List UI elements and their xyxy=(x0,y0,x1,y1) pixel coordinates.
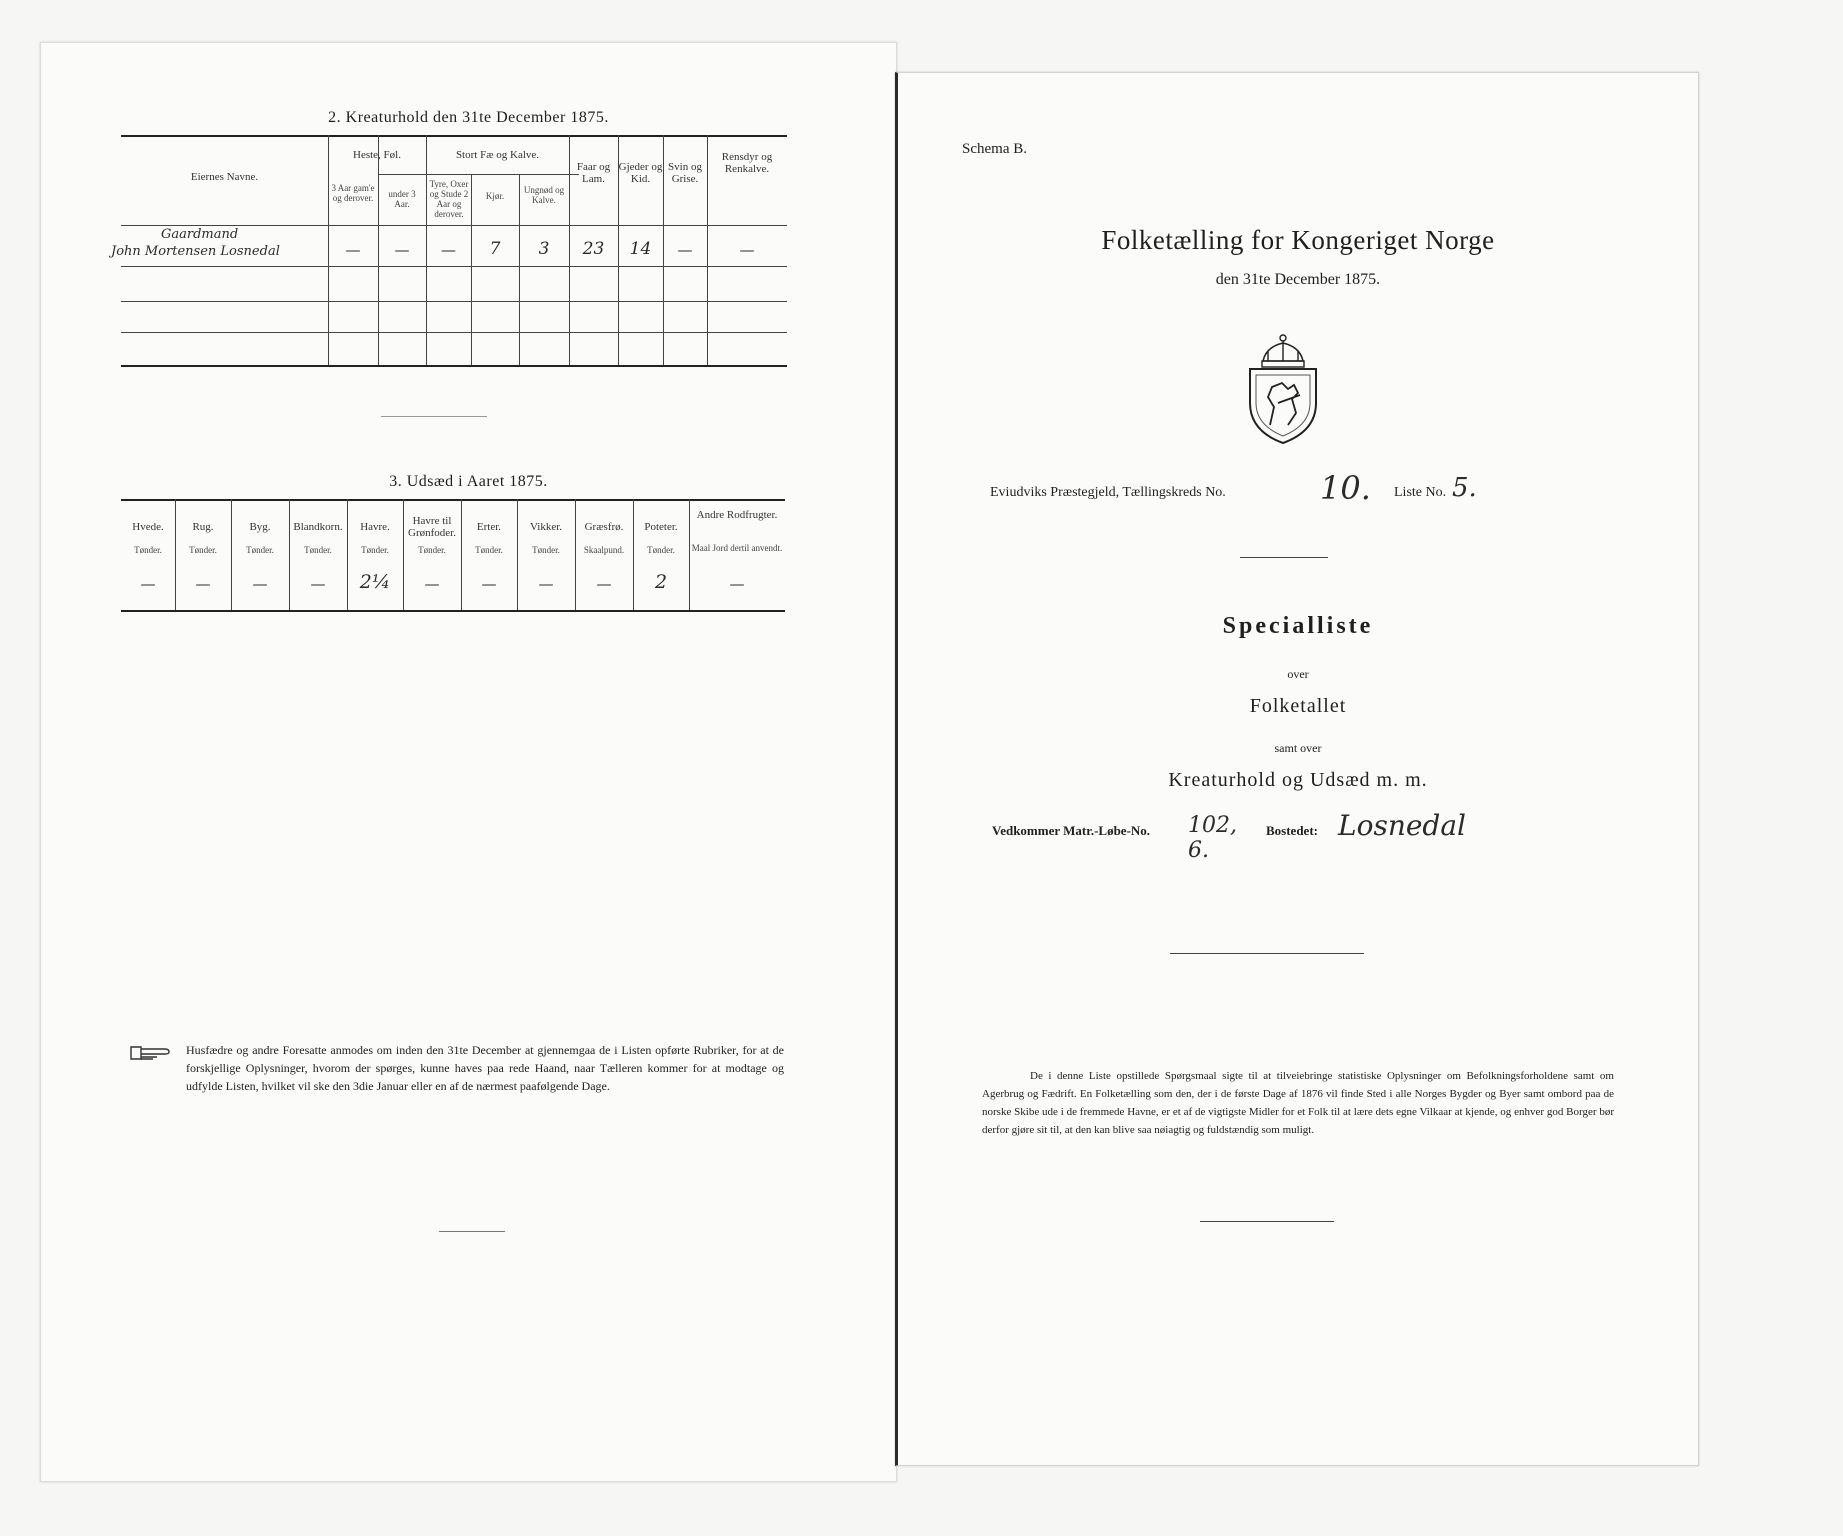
explanatory-text: De i denne Liste opstillede Spørgsmaal sigte til at tilveiebringe statistiske Oplysninger om Befolkningsforholdene samt om Agerbrug og Fædrift. En Folketælling som den, der i de første Dage af 1876 vil finde Sted i alle Norges Bygder og Byer samt ombord paa de norske Skibe ude i de fremmede Havne, er et af de vigtigste Midler for et Folk til at lære dets egne Vilkaar at kjende, og enhver god Borger bør derfor gjøre sit til, at den kan blive saa nøiagtig og fuldstændig som muligt. xyxy=(982,1070,1614,1136)
sowing-header: Andre Rodfrugter. xyxy=(696,509,778,521)
sowing-header: Havre. xyxy=(360,521,390,533)
sowing-value: — xyxy=(729,575,745,593)
divider xyxy=(381,416,487,417)
fae-tyre-header: Tyre, Oxer og Stude 2 Aar og derover. xyxy=(429,179,469,219)
sowing-header: Rug. xyxy=(192,521,214,533)
coat-of-arms-icon xyxy=(1238,333,1328,448)
sowing-unit: Tønder. xyxy=(418,545,446,555)
owner-name: John Mortensen Losnedal xyxy=(111,244,280,259)
sowing-header: Poteter. xyxy=(644,521,678,533)
sowing-value: — xyxy=(140,575,156,593)
livestock-value: 23 xyxy=(582,239,605,259)
sowing-unit: Tønder. xyxy=(532,545,560,555)
bostedet-value: Losnedal xyxy=(1338,809,1466,842)
kreaturhold-heading: Kreaturhold og Udsæd m. m. xyxy=(1168,769,1428,791)
sowing-header: Græsfrø. xyxy=(584,521,624,533)
section-3-title: 3. Udsæd i Aaret 1875. xyxy=(389,473,548,490)
section-2-title: 2. Kreaturhold den 31te December 1875. xyxy=(328,109,609,126)
sowing-header: Erter. xyxy=(476,521,502,533)
parish-label: Eviudviks Præstegjeld, Tællingskreds No. xyxy=(990,485,1226,500)
heste-under3-header: under 3 Aar. xyxy=(388,189,416,209)
owner-column-header: Eiernes Navne. xyxy=(190,171,259,183)
main-title: Folketælling for Kongeriget Norge xyxy=(1101,225,1495,255)
sowing-header: Byg. xyxy=(249,521,271,533)
livestock-value: 7 xyxy=(489,239,501,259)
sowing-unit: Tønder. xyxy=(647,545,675,555)
fae-kjor-header: Kjør. xyxy=(485,191,505,201)
left-page xyxy=(40,42,897,1482)
rensdyr-header: Rensdyr og Renkalve. xyxy=(721,151,773,175)
divider xyxy=(1170,953,1364,954)
heste-3aar-header: 3 Aar gam'e og derover. xyxy=(331,183,375,203)
sowing-value: — xyxy=(195,575,211,593)
sowing-value: — xyxy=(481,575,497,593)
sowing-unit: Tønder. xyxy=(134,545,162,555)
sowing-unit: Tønder. xyxy=(246,545,274,555)
liste-label: Liste No. xyxy=(1394,485,1447,500)
kreds-number: 10. xyxy=(1320,469,1371,507)
bostedet-label: Bostedet: xyxy=(1266,823,1318,838)
liste-number: 5. xyxy=(1452,473,1477,503)
sowing-value: — xyxy=(252,575,268,593)
samt-over-text: samt over xyxy=(1274,741,1322,755)
heste-header: Heste, Føl. xyxy=(353,149,401,161)
sowing-value: 2¼ xyxy=(359,571,391,593)
title-date: den 31te December 1875. xyxy=(1215,271,1381,288)
faar-header: Faar og Lam. xyxy=(576,161,611,185)
livestock-value: — xyxy=(394,241,410,259)
sowing-value: — xyxy=(310,575,326,593)
sowing-unit: Tønder. xyxy=(304,545,332,555)
schema-label: Schema B. xyxy=(962,141,1027,157)
sowing-value: 2 xyxy=(654,571,668,593)
owner-occupation: Gaardmand xyxy=(161,227,239,242)
livestock-value: 3 xyxy=(538,239,550,259)
divider xyxy=(439,1231,505,1232)
sowing-unit: Skaalpund. xyxy=(583,545,625,555)
livestock-value: — xyxy=(739,241,755,259)
sowing-header: Havre til Grønfoder. xyxy=(408,515,456,539)
divider xyxy=(1200,1221,1334,1222)
sowing-unit: Tønder. xyxy=(361,545,389,555)
folketallet-heading: Folketallet xyxy=(1249,695,1347,717)
matr-value: 102, 6. xyxy=(1188,813,1237,863)
sowing-header: Hvede. xyxy=(132,521,164,533)
sowing-value: — xyxy=(424,575,440,593)
stort-fae-header: Stort Fæ og Kalve. xyxy=(455,149,540,161)
livestock-value: — xyxy=(441,241,456,259)
over-text: over xyxy=(1287,667,1309,681)
sowing-unit: Maal Jord dertil anvendt. xyxy=(691,543,783,553)
pointing-hand-icon xyxy=(129,1043,173,1063)
livestock-value: 14 xyxy=(629,239,652,259)
divider xyxy=(1240,557,1328,558)
right-page xyxy=(895,72,1699,1466)
sowing-value: — xyxy=(596,575,612,593)
livestock-value: — xyxy=(677,241,693,259)
sowing-unit: Tønder. xyxy=(475,545,503,555)
sowing-value: — xyxy=(538,575,554,593)
svin-header: Svin og Grise. xyxy=(668,161,702,185)
sowing-unit: Tønder. xyxy=(189,545,217,555)
sowing-header: Vikker. xyxy=(529,521,563,533)
matr-label: Vedkommer Matr.-Løbe-No. xyxy=(992,823,1151,838)
fae-ungnod-header: Ungnød og Kalve. xyxy=(523,185,565,205)
livestock-value: — xyxy=(345,241,361,259)
specialliste-heading: Specialliste xyxy=(1222,613,1374,639)
gjeder-header: Gjeder og Kid. xyxy=(618,161,663,185)
instruction-note: Husfædre og andre Foresatte anmodes om inden den 31te December at gjennemgaa de i Listen opførte Rubriker, for at de forskjellige Oplysninger, hvorom der spørges, kunne haves paa rede Haand, naar Tælleren kommer for at modtage og udfylde Listen, hvilket vil ske den 3die Januar eller en af de nærmest paafølgende Dage. xyxy=(186,1043,784,1093)
sowing-header: Blandkorn. xyxy=(293,521,343,533)
